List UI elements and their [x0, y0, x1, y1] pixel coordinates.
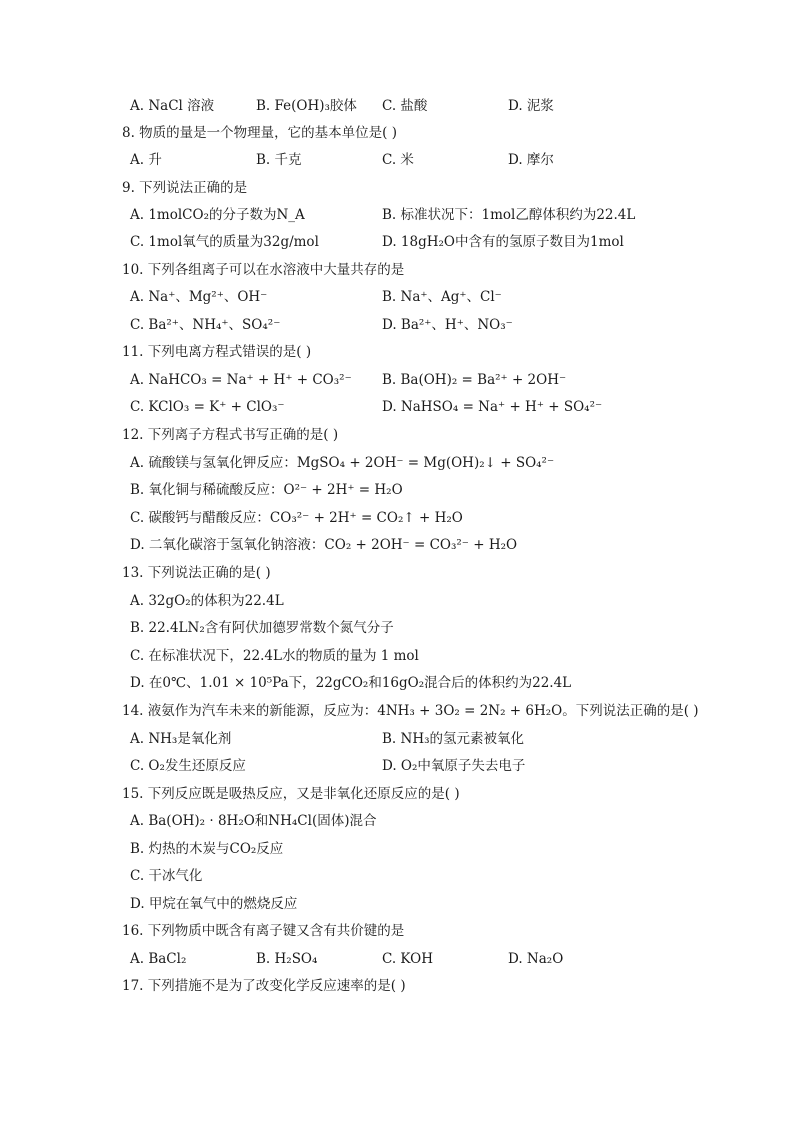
q11-options-row2: [130, 395, 690, 419]
q13-option-b[interactable]: B. 22.4LN₂含有阿伏加德罗常数个氮气分子: [130, 620, 394, 636]
q11-option-b[interactable]: B. Ba(OH)₂ = Ba²⁺ + 2OH⁻: [382, 372, 567, 388]
q17-stem: 17. 下列措施不是为了改变化学反应速率的是( ): [122, 978, 406, 994]
q13-option-c[interactable]: C. 在标准状况下，22.4L水的物质的量为 1 mol: [130, 648, 419, 664]
q15-option-a[interactable]: A. Ba(OH)₂ · 8H₂O和NH₄Cl(固体)混合: [130, 813, 377, 829]
q11-option-a[interactable]: A. NaHCO₃ = Na⁺ + H⁺ + CO₃²⁻: [130, 372, 352, 388]
q16-options: [130, 947, 650, 971]
q7-options: [130, 94, 650, 118]
q12-stem: 12. 下列离子方程式书写正确的是( ): [122, 427, 339, 443]
q9-options-row2: [130, 230, 690, 254]
q9-option-c[interactable]: C. 1mol氧气的质量为32g/mol: [130, 234, 319, 250]
q14-option-a[interactable]: A. NH₃是氧化剂: [130, 731, 232, 747]
q14-options-row2: [130, 754, 690, 778]
q8-option-a[interactable]: A. 升: [130, 152, 162, 168]
q14-stem: 14. 液氨作为汽车未来的新能源，反应为：4NH₃ + 3O₂ = 2N₂ + 6H₂O。下列说法正确的是( ): [122, 703, 699, 719]
q11-option-d[interactable]: D. NaHSO₄ = Na⁺ + H⁺ + SO₄²⁻: [382, 399, 603, 415]
q7-option-a[interactable]: A. NaCl 溶液: [130, 98, 215, 114]
q8-option-d[interactable]: D. 摩尔: [508, 152, 554, 168]
q10-options-row2: [130, 313, 690, 337]
q16-option-a[interactable]: A. BaCl₂: [130, 951, 187, 967]
q12-option-b[interactable]: B. 氧化铜与稀硫酸反应：O²⁻ + 2H⁺ = H₂O: [130, 482, 403, 498]
q8-options: [130, 148, 650, 172]
q9-option-a[interactable]: A. 1molCO₂的分子数为N_A: [130, 207, 305, 223]
q14-options-row1: [130, 727, 690, 751]
q14-option-b[interactable]: B. NH₃的氢元素被氧化: [382, 731, 525, 747]
q8-stem: 8. 物质的量是一个物理量，它的基本单位是( ): [122, 125, 397, 141]
q11-option-c[interactable]: C. KClO₃ = K⁺ + ClO₃⁻: [130, 399, 285, 415]
q15-option-d[interactable]: D. 甲烷在氧气中的燃烧反应: [130, 896, 298, 912]
q16-option-c[interactable]: C. KOH: [382, 951, 433, 967]
q7-option-d[interactable]: D. 泥浆: [508, 98, 554, 114]
q9-stem: 9. 下列说法正确的是: [122, 180, 248, 196]
q15-option-b[interactable]: B. 灼热的木炭与CO₂反应: [130, 841, 284, 857]
q8-option-c[interactable]: C. 米: [382, 152, 414, 168]
q9-option-b[interactable]: B. 标准状况下：1mol乙醇体积约为22.4L: [382, 207, 636, 223]
q13-option-a[interactable]: A. 32gO₂的体积为22.4L: [130, 593, 284, 609]
q9-options-row1: [130, 203, 690, 227]
q8-option-b[interactable]: B. 千克: [256, 152, 302, 168]
q11-stem: 11. 下列电离方程式错误的是( ): [122, 344, 312, 360]
q13-option-d[interactable]: D. 在0℃、1.01 × 10⁵Pa下，22gCO₂和16gO₂混合后的体积约为22.4L: [130, 675, 572, 691]
q10-stem: 10. 下列各组离子可以在水溶液中大量共存的是: [122, 262, 405, 278]
q10-option-b[interactable]: B. Na⁺、Ag⁺、Cl⁻: [382, 289, 502, 305]
q13-stem: 13. 下列说法正确的是( ): [122, 565, 271, 581]
q12-option-c[interactable]: C. 碳酸钙与醋酸反应：CO₃²⁻ + 2H⁺ = CO₂↑ + H₂O: [130, 510, 463, 526]
q9-option-d[interactable]: D. 18gH₂O中含有的氢原子数目为1mol: [382, 234, 624, 250]
q14-option-c[interactable]: C. O₂发生还原反应: [130, 758, 246, 774]
q16-option-b[interactable]: B. H₂SO₄: [256, 951, 318, 967]
q7-option-c[interactable]: C. 盐酸: [382, 98, 428, 114]
q12-option-d[interactable]: D. 二氧化碳溶于氢氧化钠溶液：CO₂ + 2OH⁻ = CO₃²⁻ + H₂O: [130, 537, 518, 553]
q7-option-b[interactable]: B. Fe(OH)₃胶体: [256, 98, 357, 114]
q15-stem: 15. 下列反应既是吸热反应，又是非氧化还原反应的是( ): [122, 786, 460, 802]
q10-option-a[interactable]: A. Na⁺、Mg²⁺、OH⁻: [130, 289, 268, 305]
q10-option-d[interactable]: D. Ba²⁺、H⁺、NO₃⁻: [382, 317, 513, 333]
q10-options-row1: [130, 285, 690, 309]
q10-option-c[interactable]: C. Ba²⁺、NH₄⁺、SO₄²⁻: [130, 317, 281, 333]
q15-option-c[interactable]: C. 干冰气化: [130, 868, 203, 884]
q16-stem: 16. 下列物质中既含有离子键又含有共价键的是: [122, 923, 405, 939]
q14-option-d[interactable]: D. O₂中氧原子失去电子: [382, 758, 526, 774]
q16-option-d[interactable]: D. Na₂O: [508, 951, 564, 967]
q11-options-row1: [130, 368, 690, 392]
q12-option-a[interactable]: A. 硫酸镁与氢氧化钾反应：MgSO₄ + 2OH⁻ = Mg(OH)₂↓ + SO₄²⁻: [130, 455, 555, 471]
